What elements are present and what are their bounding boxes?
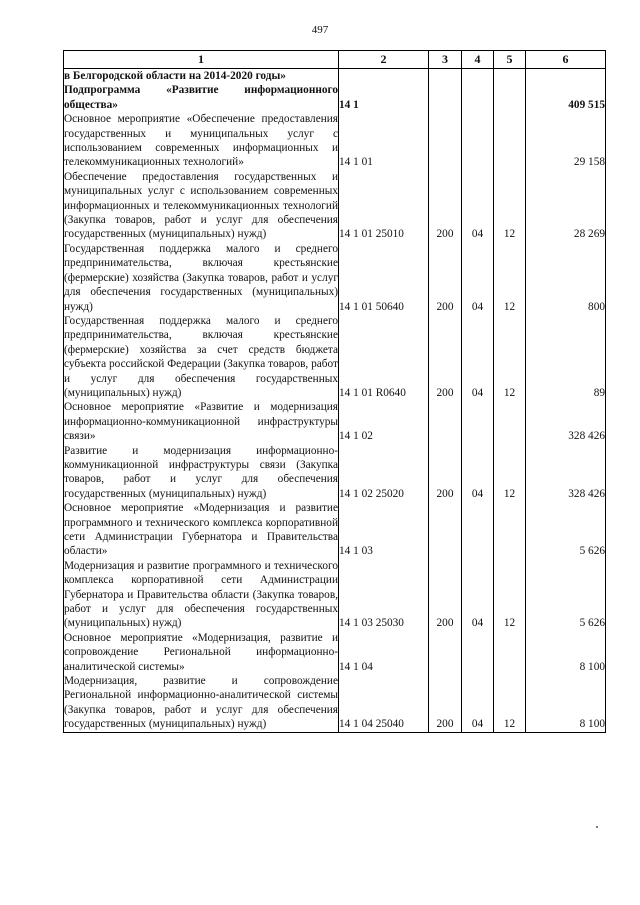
row-section-cell: 04 <box>462 170 494 242</box>
scan-dot <box>596 826 598 828</box>
table-row <box>64 631 606 674</box>
row-name-cell: Основное мероприятие «Модернизация, развитие и сопровождение Региональной информационно-аналитической системы» <box>64 631 338 673</box>
table-row <box>64 242 606 314</box>
row-sum-cell: 28 269 <box>526 170 606 242</box>
table-row <box>64 112 606 170</box>
row-code-cell <box>339 69 429 84</box>
row-subsection-cell: 12 <box>494 559 526 631</box>
row-name-cell: Подпрограмма «Развитие информационного общества» <box>64 84 338 111</box>
row-subsection-cell <box>494 400 526 443</box>
row-expense-type-cell: 200 <box>429 444 462 502</box>
table-row <box>64 674 606 732</box>
row-name-cell: Модернизация, развитие и сопровождение Региональной информационно-аналитической системы (Закупка товаров, работ и услуг для обеспечения государственных (муниципальных) нужд) <box>64 675 338 731</box>
row-sum-cell: 328 426 <box>526 400 606 443</box>
row-section-cell: 04 <box>462 674 494 732</box>
row-code-cell: 14 1 01 25010 <box>339 170 429 242</box>
row-expense-type-cell <box>429 112 462 170</box>
row-code-cell: 14 1 04 <box>339 631 429 674</box>
row-sum-cell: 89 <box>526 314 606 400</box>
row-name-cell: Обеспечение предоставления государственных и муниципальных услуг с использованием современных информационных и телекоммуникационных технологий (Закупка товаров, работ и услуг для обеспечения государственных (муниципальных) нужд) <box>64 170 338 241</box>
row-expense-type-cell <box>429 631 462 674</box>
row-subsection-cell: 12 <box>494 314 526 400</box>
row-expense-type-cell: 200 <box>429 170 462 242</box>
table-row <box>64 501 606 559</box>
table-row <box>64 444 606 502</box>
row-subsection-cell: 12 <box>494 242 526 314</box>
row-name-cell: в Белгородской области на 2014-2020 годы» <box>64 69 339 84</box>
header-col-4: 4 <box>462 51 494 69</box>
row-name-cell: Государственная поддержка малого и среднего предпринимательства, включая крестьянские (фермерские) хозяйства за счет средств бюджета субъекта российской Федерации (Закупка товаров, работ и услуг для обеспечения государственных (муниципальных) нужд) <box>64 314 338 399</box>
row-section-cell: 04 <box>462 559 494 631</box>
row-code-cell: 14 1 03 25030 <box>339 559 429 631</box>
table-row <box>64 83 606 112</box>
page-number: 497 <box>311 24 329 36</box>
row-sum-cell: 29 158 <box>526 112 606 170</box>
table-row <box>64 314 606 400</box>
row-subsection-cell <box>494 631 526 674</box>
row-expense-type-cell <box>429 83 462 112</box>
row-section-cell: 04 <box>462 444 494 502</box>
row-code-cell: 14 1 <box>339 83 429 112</box>
row-expense-type-cell <box>429 400 462 443</box>
row-section-cell <box>462 69 494 84</box>
row-subsection-cell: 12 <box>494 444 526 502</box>
row-code-cell: 14 1 01 R0640 <box>339 314 429 400</box>
row-section-cell <box>462 112 494 170</box>
row-sum-cell <box>526 69 606 84</box>
row-section-cell: 04 <box>462 242 494 314</box>
row-sum-cell: 5 626 <box>526 501 606 559</box>
row-section-cell <box>462 631 494 674</box>
table-body <box>64 69 606 733</box>
row-code-cell: 14 1 01 <box>339 112 429 170</box>
row-expense-type-cell: 200 <box>429 242 462 314</box>
row-expense-type-cell: 200 <box>429 559 462 631</box>
row-name-cell: Модернизация и развитие программного и технического комплекса корпоративной сети Администрации Губернатора и Правительства области (Закупка товаров, работ и услуг для обеспечения государственных (муниципальных) нужд) <box>64 559 338 630</box>
row-code-cell: 14 1 04 25040 <box>339 674 429 732</box>
row-code-cell: 14 1 02 <box>339 400 429 443</box>
row-sum-cell: 800 <box>526 242 606 314</box>
row-subsection-cell <box>494 112 526 170</box>
header-col-6: 6 <box>526 51 606 69</box>
budget-table <box>63 50 606 733</box>
row-sum-cell: 5 626 <box>526 559 606 631</box>
header-col-2: 2 <box>339 51 429 69</box>
row-name-cell: Развитие и модернизация информационно-коммуникационной инфраструктуры связи (Закупка товаров, работ и услуг для обеспечения государственных (муниципальных) нужд) <box>64 444 338 500</box>
row-expense-type-cell <box>429 501 462 559</box>
row-sum-cell: 409 515 <box>526 83 606 112</box>
row-section-cell <box>462 83 494 112</box>
row-section-cell <box>462 400 494 443</box>
row-expense-type-cell: 200 <box>429 674 462 732</box>
table-row <box>64 170 606 242</box>
row-sum-cell: 8 100 <box>526 631 606 674</box>
row-name-cell: Государственная поддержка малого и среднего предпринимательства, включая крестьянские (фермерские) хозяйства (Закупка товаров, работ и услуг для обеспечения государственных (муниципальных) нужд) <box>64 242 338 313</box>
row-code-cell: 14 1 02 25020 <box>339 444 429 502</box>
row-subsection-cell <box>494 69 526 84</box>
row-code-cell: 14 1 03 <box>339 501 429 559</box>
row-name-cell: Основное мероприятие «Модернизация и развитие программного и технического комплекса корпоративной сети Администрации Губернатора и Правительства области» <box>64 502 338 558</box>
row-section-cell <box>462 501 494 559</box>
row-name-cell: Основное мероприятие «Развитие и модернизация информационно-коммуникационной инфраструктуры связи» <box>64 401 338 443</box>
row-sum-cell: 328 426 <box>526 444 606 502</box>
row-subsection-cell: 12 <box>494 170 526 242</box>
row-code-cell: 14 1 01 50640 <box>339 242 429 314</box>
row-subsection-cell: 12 <box>494 674 526 732</box>
table-row <box>64 69 606 84</box>
table-header <box>64 51 606 69</box>
row-expense-type-cell: 200 <box>429 314 462 400</box>
header-col-5: 5 <box>494 51 526 69</box>
header-col-3: 3 <box>429 51 462 69</box>
row-sum-cell: 8 100 <box>526 674 606 732</box>
table-row <box>64 400 606 443</box>
row-section-cell: 04 <box>462 314 494 400</box>
row-subsection-cell <box>494 501 526 559</box>
row-name-cell: Основное мероприятие «Обеспечение предоставления государственных и муниципальных услуг с использованием современных информационных и телекоммуникационных технологий» <box>64 113 338 169</box>
row-expense-type-cell <box>429 69 462 84</box>
row-subsection-cell <box>494 83 526 112</box>
header-row <box>64 51 606 69</box>
table-row <box>64 559 606 631</box>
header-col-1: 1 <box>64 51 339 69</box>
